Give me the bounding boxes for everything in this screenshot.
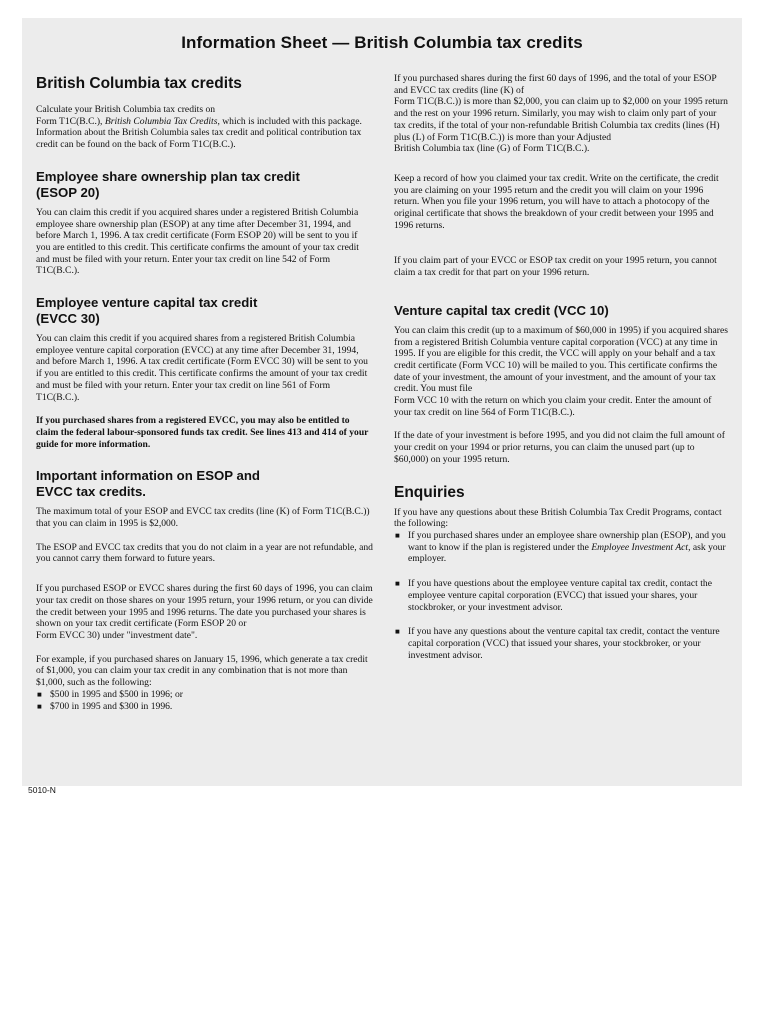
record-paragraph: Keep a record of how you claimed your tax credit. Write on the certificate, the credit you are claiming on your 1995 return and the credit you will claim on your 1996 return. When you file your 1996 return, you will have to attach a photocopy of the original certificate that shows the breakdown of your credit between your 1995 and 1996 returns.: [394, 172, 719, 231]
important-60-days-paragraph: If you purchased ESOP or EVCC shares during the first 60 days of 1996, you can claim your tax credit on those shares on your 1995 return, your 1996 return, or you can divide the credit between your 1995 and 1996 returns. The date you purchased your shares is shown on your tax credit certificate (Form ESOP 20 or: [36, 583, 373, 630]
enquiries-intro: If you have any questions about these British Columbia Tax Credit Programs, contact the following:: [394, 506, 722, 530]
heading-evcc: Employee venture capital tax credit (EVCC 30): [36, 295, 258, 327]
page-title: Information Sheet — British Columbia tax credits: [181, 33, 583, 52]
important-refund-paragraph: The ESOP and EVCC tax credits that you do not claim in a year are not refundable, and you cannot carry them forward to future years.: [36, 541, 373, 565]
bullet-icon: ■: [37, 689, 42, 699]
bullet-icon: ■: [37, 701, 42, 711]
sixty-days-intro: If you purchased shares during the first 60 days of 1996, and the total of your ESOP and EVCC tax credits (line (K) of: [394, 73, 717, 96]
list-item: ■ If you purchased shares under an employee share ownership plan (ESOP), and you want to know if the plan is registered under the Employee Investment Act, ask your employer.: [395, 529, 726, 565]
evcc-federal-note: If you purchased shares from a registered EVCC, you may also be entitled to claim the federal labour-sponsored funds tax credit. See lines 413 and 414 of your guide for more information.: [36, 415, 369, 450]
example-list: [36, 689, 374, 712]
bc-intro-line: Calculate your British Columbia tax credits on: [36, 104, 216, 115]
bullet-icon: ■: [395, 530, 400, 540]
right-column: [394, 73, 730, 674]
list-item: ■ $500 in 1995 and $500 in 1996; or: [37, 688, 183, 700]
vcc-file-paragraph: Form VCC 10 with the return on which you claim your credit. Enter the amount of your tax credit on line 564 of Form T1C(B.C.).: [394, 395, 712, 418]
claim-part-paragraph: If you claim part of your EVCC or ESOP tax credit on your 1995 return, you cannot claim a tax credit for that part on your 1996 return.: [394, 255, 717, 279]
heading-vcc: Venture capital tax credit (VCC 10): [394, 302, 609, 318]
evcc-paragraph: You can claim this credit if you acquired shares from a registered British Columbia employee venture capital corporation (EVCC) at any time after December 31, 1994, and before March 1, 1996. A tax credit certificate (Form EVCC 30) will be sent to you if you are entitled to this credit. This certificate confirms the amount of your tax credit and must be filed with your return. Enter your tax credit on line 561 of Form T1C(B.C.).: [36, 333, 368, 403]
heading-bc-tax-credits: British Columbia tax credits: [36, 75, 242, 92]
esop-paragraph: You can claim this credit if you acquired shares under a registered British Columbia employee share ownership plan (ESOP) at any time after December 31, 1994, and before March 1, 1996. A tax credit certificate (Form ESOP 20) will be sent to you if you are entitled to this credit. This certificate confirms the amount of your tax credit and must be filed with your return. Enter your tax credit on line 542 of Form T1C(B.C.).: [36, 206, 359, 277]
bullet-icon: ■: [395, 579, 400, 589]
act-title-italic: Employee Investment Act: [591, 541, 689, 553]
form-code: 5010-N: [28, 785, 56, 795]
list-item: ■ If you have questions about the employee venture capital tax credit, contact the employee venture capital corporation (EVCC) that issued your shares, your stockbroker, or your investment advisor.: [395, 578, 712, 613]
vcc-prior-paragraph: If the date of your investment is before 1995, and you did not claim the full amount of your credit on your 1994 or prior returns, you can claim the unused part (up to $60,000) on your 1995 return.: [394, 430, 725, 465]
important-investment-date-line: Form EVCC 30) under "investment date".: [36, 629, 198, 641]
heading-enquiries: Enquiries: [394, 483, 465, 501]
list-item: ■ $700 in 1995 and $300 in 1996.: [37, 700, 173, 712]
important-max-paragraph: The maximum total of your ESOP and EVCC tax credits (line (K) of Form T1C(B.C.)) that you can claim in 1995 is $2,000.: [36, 506, 370, 530]
bc-intro-paragraph: Form T1C(B.C.), British Columbia Tax Credits, which is included with this package. Information about the British Columbia sales tax credit and political contribution tax credit can be found on the back of Form T1C(B.C.).: [36, 115, 362, 151]
vcc-paragraph: You can claim this credit (up to a maximum of $60,000 in 1995) if you acquired shares from a registered British Columbia venture capital corporation (VCC) at any time in 1995. If you are eligible for this credit, the VCC will apply on your behalf and a tax credit certificate (Form VCC 10) will be mailed to you. This certificate confirms the date of your investment, the amount of your investment, and the amount of your tax credit. You must file: [394, 324, 728, 395]
enquiries-list: [394, 530, 730, 661]
left-column: [36, 75, 374, 712]
list-item: ■ If you have any questions about the venture capital tax credit, contact the venture capital corporation (VCC) that issued your shares, your stockbroker, or your investment advisor.: [395, 626, 720, 661]
information-sheet: [22, 18, 742, 786]
heading-important-info: Important information on ESOP and EVCC tax credits.: [36, 468, 260, 500]
sixty-days-line: British Columbia tax (line (G) of Form T1C(B.C.).: [394, 143, 590, 155]
example-paragraph: For example, if you purchased shares on January 15, 1996, which generate a tax credit of $1,000, you can claim your tax credit in any combination that is not more than $1,000, such as the following:: [36, 653, 368, 689]
heading-esop: Employee share ownership plan tax credit (ESOP 20): [36, 168, 300, 200]
bullet-icon: ■: [395, 627, 400, 637]
sixty-days-paragraph: Form T1C(B.C.)) is more than $2,000, you can claim up to $2,000 on your 1995 return and the rest on your 1996 return. Similarly, you may wish to claim only part of your tax credits, if the total of your non-refundable British Columbia tax credits (lines (H) plus (L) of Form T1C(B.C.)) is more than your Adjusted: [394, 96, 728, 143]
form-title-italic: British Columbia Tax Credits: [104, 115, 218, 127]
